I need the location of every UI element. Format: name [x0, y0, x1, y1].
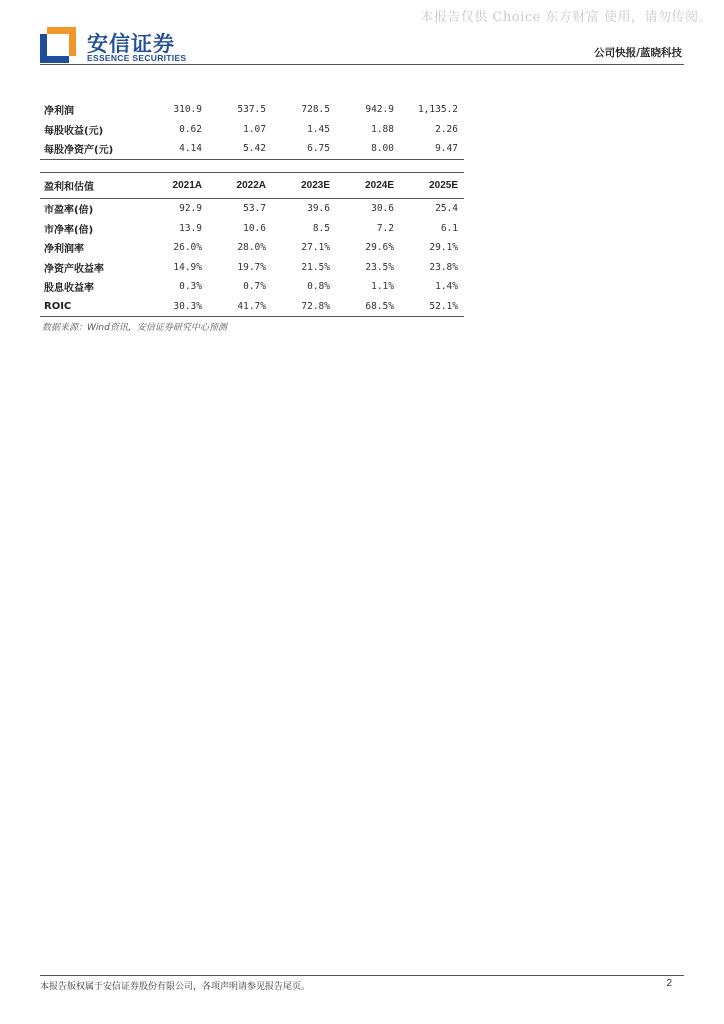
column-header-year: 2022A — [236, 180, 266, 191]
row-label: ROIC — [44, 300, 72, 312]
row-label: 市净率(倍) — [44, 224, 94, 236]
logo-name-en: ESSENCE SECURITIES — [87, 53, 187, 63]
table-cell: 1.45 — [307, 123, 330, 135]
table-cell: 41.7% — [237, 300, 266, 312]
row-label: 市盈率(倍) — [44, 205, 94, 217]
row-label: 股息收益率 — [44, 283, 94, 295]
table-cell: 68.5% — [365, 300, 394, 312]
table-cell: 537.5 — [237, 104, 266, 116]
footer-divider — [40, 975, 684, 976]
financial-summary-table — [40, 100, 464, 160]
table-row — [40, 100, 464, 120]
table-cell: 5.42 — [243, 143, 266, 155]
profitability-valuation-table — [40, 172, 464, 317]
table-cell: 310.9 — [173, 104, 202, 116]
table-cell: 1.88 — [371, 123, 394, 135]
table-cell: 1.4% — [435, 281, 458, 293]
table-cell: 942.9 — [365, 104, 394, 116]
table-cell: 92.9 — [179, 203, 202, 215]
table-cell: 30.3% — [173, 300, 202, 312]
table-cell: 2.26 — [435, 123, 458, 135]
header-divider — [40, 64, 684, 65]
table-row — [40, 139, 464, 159]
table-cell: 72.8% — [301, 300, 330, 312]
table-header-row — [40, 173, 464, 199]
table-cell: 8.00 — [371, 143, 394, 155]
table-row — [40, 258, 464, 278]
row-label: 净利润 — [44, 106, 74, 118]
table-cell: 30.6 — [371, 203, 394, 215]
table-cell: 29.1% — [429, 242, 458, 254]
table-cell: 23.8% — [429, 261, 458, 273]
company-logo — [40, 27, 200, 67]
row-label: 每股净资产(元) — [44, 145, 114, 157]
table-cell: 14.9% — [173, 261, 202, 273]
table-cell: 4.14 — [179, 143, 202, 155]
table-cell: 23.5% — [365, 261, 394, 273]
column-header-year: 2021A — [172, 180, 202, 191]
table-cell: 7.2 — [376, 222, 394, 234]
table-cell: 0.7% — [243, 281, 266, 293]
row-label: 净利润率 — [44, 244, 84, 256]
table-cell: 10.6 — [243, 222, 266, 234]
table-cell: 9.47 — [435, 143, 458, 155]
footer-disclaimer: 本报告版权属于安信证券股份有限公司，各项声明请参见报告尾页。 — [40, 982, 311, 992]
table-cell: 0.62 — [179, 123, 202, 135]
row-label: 每股收益(元) — [44, 125, 104, 137]
column-header-year: 2024E — [365, 180, 394, 191]
table-cell: 29.6% — [365, 242, 394, 254]
table-row — [40, 199, 464, 219]
table-cell: 39.6 — [307, 203, 330, 215]
table-cell: 6.75 — [307, 143, 330, 155]
logo-name-cn: 安信证券 — [87, 32, 175, 56]
table-cell: 52.1% — [429, 300, 458, 312]
column-header-year: 2023E — [301, 180, 330, 191]
essence-logo-icon — [40, 27, 76, 63]
table-row — [40, 297, 464, 317]
table-cell: 1,135.2 — [417, 104, 458, 116]
table-cell: 6.1 — [440, 222, 458, 234]
table-row — [40, 238, 464, 258]
table-cell: 28.0% — [237, 242, 266, 254]
table-cell: 8.5 — [312, 222, 330, 234]
row-label: 净资产收益率 — [44, 263, 104, 275]
table-cell: 25.4 — [435, 203, 458, 215]
table-row — [40, 277, 464, 297]
watermark-text: 本报告仅供 Choice 东方财富 使用，请勿传阅。 — [420, 10, 712, 25]
table-cell: 13.9 — [179, 222, 202, 234]
table-cell: 27.1% — [301, 242, 330, 254]
table-cell: 728.5 — [301, 104, 330, 116]
table-cell: 26.0% — [173, 242, 202, 254]
report-category: 公司快报/蓝晓科技 — [594, 47, 682, 59]
table-cell: 1.1% — [371, 281, 394, 293]
table-header-label: 盈利和估值 — [44, 182, 94, 193]
table-cell: 19.7% — [237, 261, 266, 273]
table-cell: 0.8% — [307, 281, 330, 293]
column-header-year: 2025E — [429, 180, 458, 191]
table-row — [40, 120, 464, 140]
table-row — [40, 219, 464, 239]
table-cell: 0.3% — [179, 281, 202, 293]
table-cell: 53.7 — [243, 203, 266, 215]
data-source-note: 数据来源：Wind资讯，安信证券研究中心预测 — [42, 323, 227, 333]
table-cell: 1.07 — [243, 123, 266, 135]
table-cell: 21.5% — [301, 261, 330, 273]
page-number: 2 — [666, 978, 672, 989]
